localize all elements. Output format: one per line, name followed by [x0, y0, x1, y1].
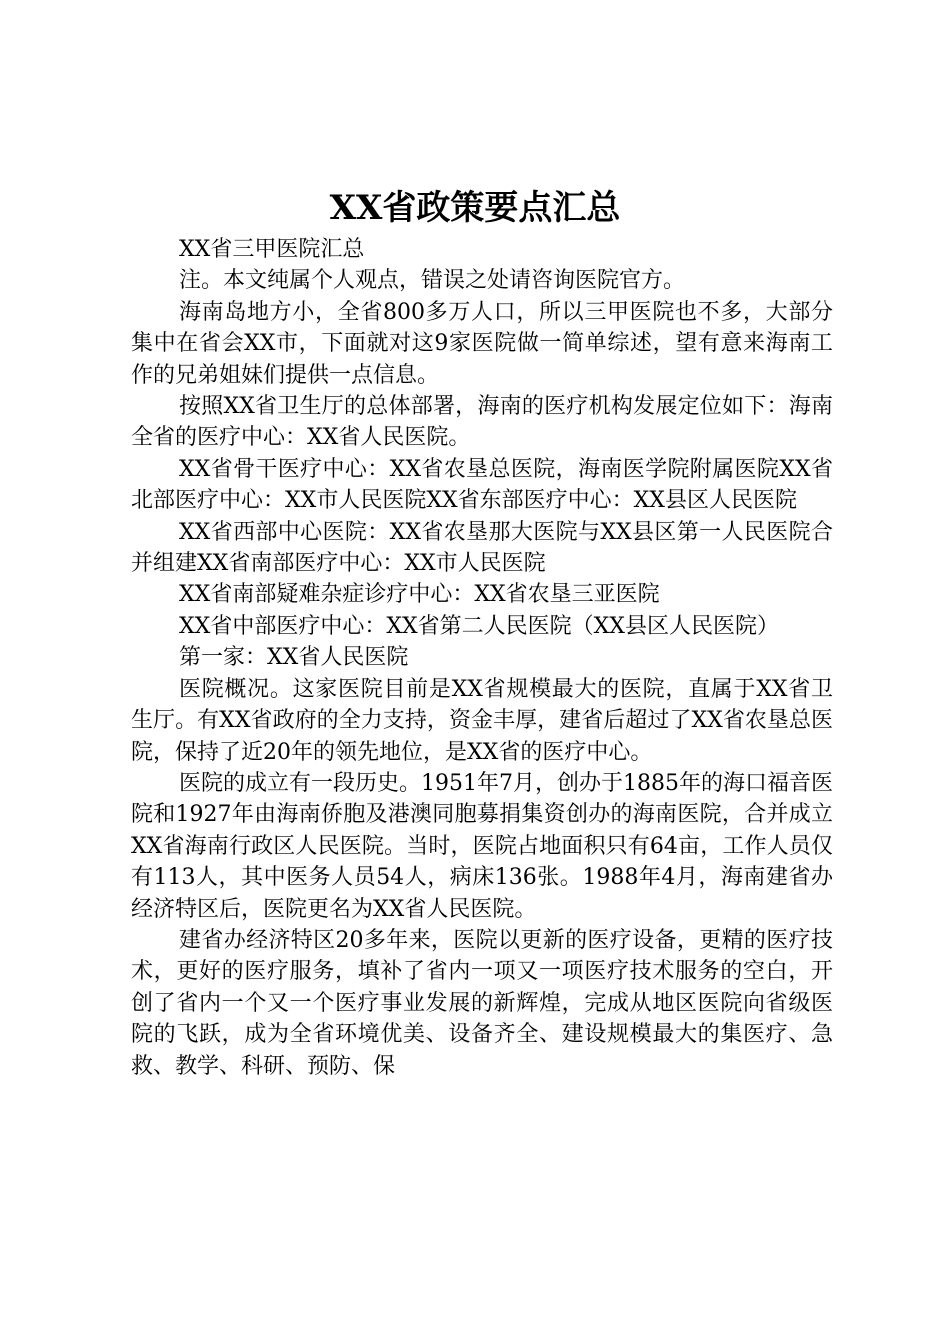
paragraph: XX省南部疑难杂症诊疗中心：XX省农垦三亚医院 [179, 582, 660, 608]
document-body [131, 234, 833, 1082]
paragraph: 注。本文纯属个人观点，错误之处请咨询医院官方。 [179, 268, 686, 294]
paragraph: 建省办经济特区20多年来，医院以更新的医疗设备，更精的医疗技术，更好的医疗服务，填补了省内一项又一项医疗技术服务的空白，开创了省内一个又一个医疗事业发展的新辉煌，完成从地区医院向省级医院的飞跃，成为全省环境优美、设备齐全、建设规模最大的集医疗、急救、教学、科研、预防、保 [131, 927, 833, 1079]
paragraph: 医院概况。这家医院目前是XX省规模最大的医院，直属于XX省卫生厅。有XX省政府的全力支持，资金丰厚，建省后超过了XX省农垦总医院，保持了近20年的领先地位，是XX省的医疗中心。 [131, 676, 833, 765]
paragraph: 医院的成立有一段历史。1951年7月，创办于1885年的海口福音医院和1927年由海南侨胞及港澳同胞募捐集资创办的海南医院，合并成立XX省海南行政区人民医院。当时，医院占地面积只有64亩，工作人员仅有113人，其中医务人员54人，病床136张。1988年4月，海南建省办经济特区后，医院更名为XX省人民医院。 [131, 770, 833, 922]
paragraph: XX省中部医疗中心：XX省第二人民医院（XX县区人民医院） [179, 613, 779, 639]
paragraph: XX省骨干医疗中心：XX省农垦总医院，海南医学院附属医院XX省北部医疗中心：XX市人民医院XX省东部医疗中心：XX县区人民医院 [131, 456, 833, 514]
document-title: XX省政策要点汇总 [329, 188, 621, 228]
paragraph: 按照XX省卫生厅的总体部署，海南的医疗机构发展定位如下：海南全省的医疗中心：XX省人民医院。 [131, 394, 833, 451]
paragraph: 海南岛地方小，全省800多万人口，所以三甲医院也不多，大部分集中在省会XX市，下面就对这9家医院做一简单综述，望有意来海南工作的兄弟姐妹们提供一点信息。 [131, 299, 833, 388]
paragraph: 第一家：XX省人民医院 [179, 645, 409, 671]
paragraph: XX省三甲医院汇总 [179, 237, 365, 262]
paragraph: XX省西部中心医院：XX省农垦那大医院与XX县区第一人民医院合并组建XX省南部医疗中心：XX市人民医院 [131, 519, 833, 577]
